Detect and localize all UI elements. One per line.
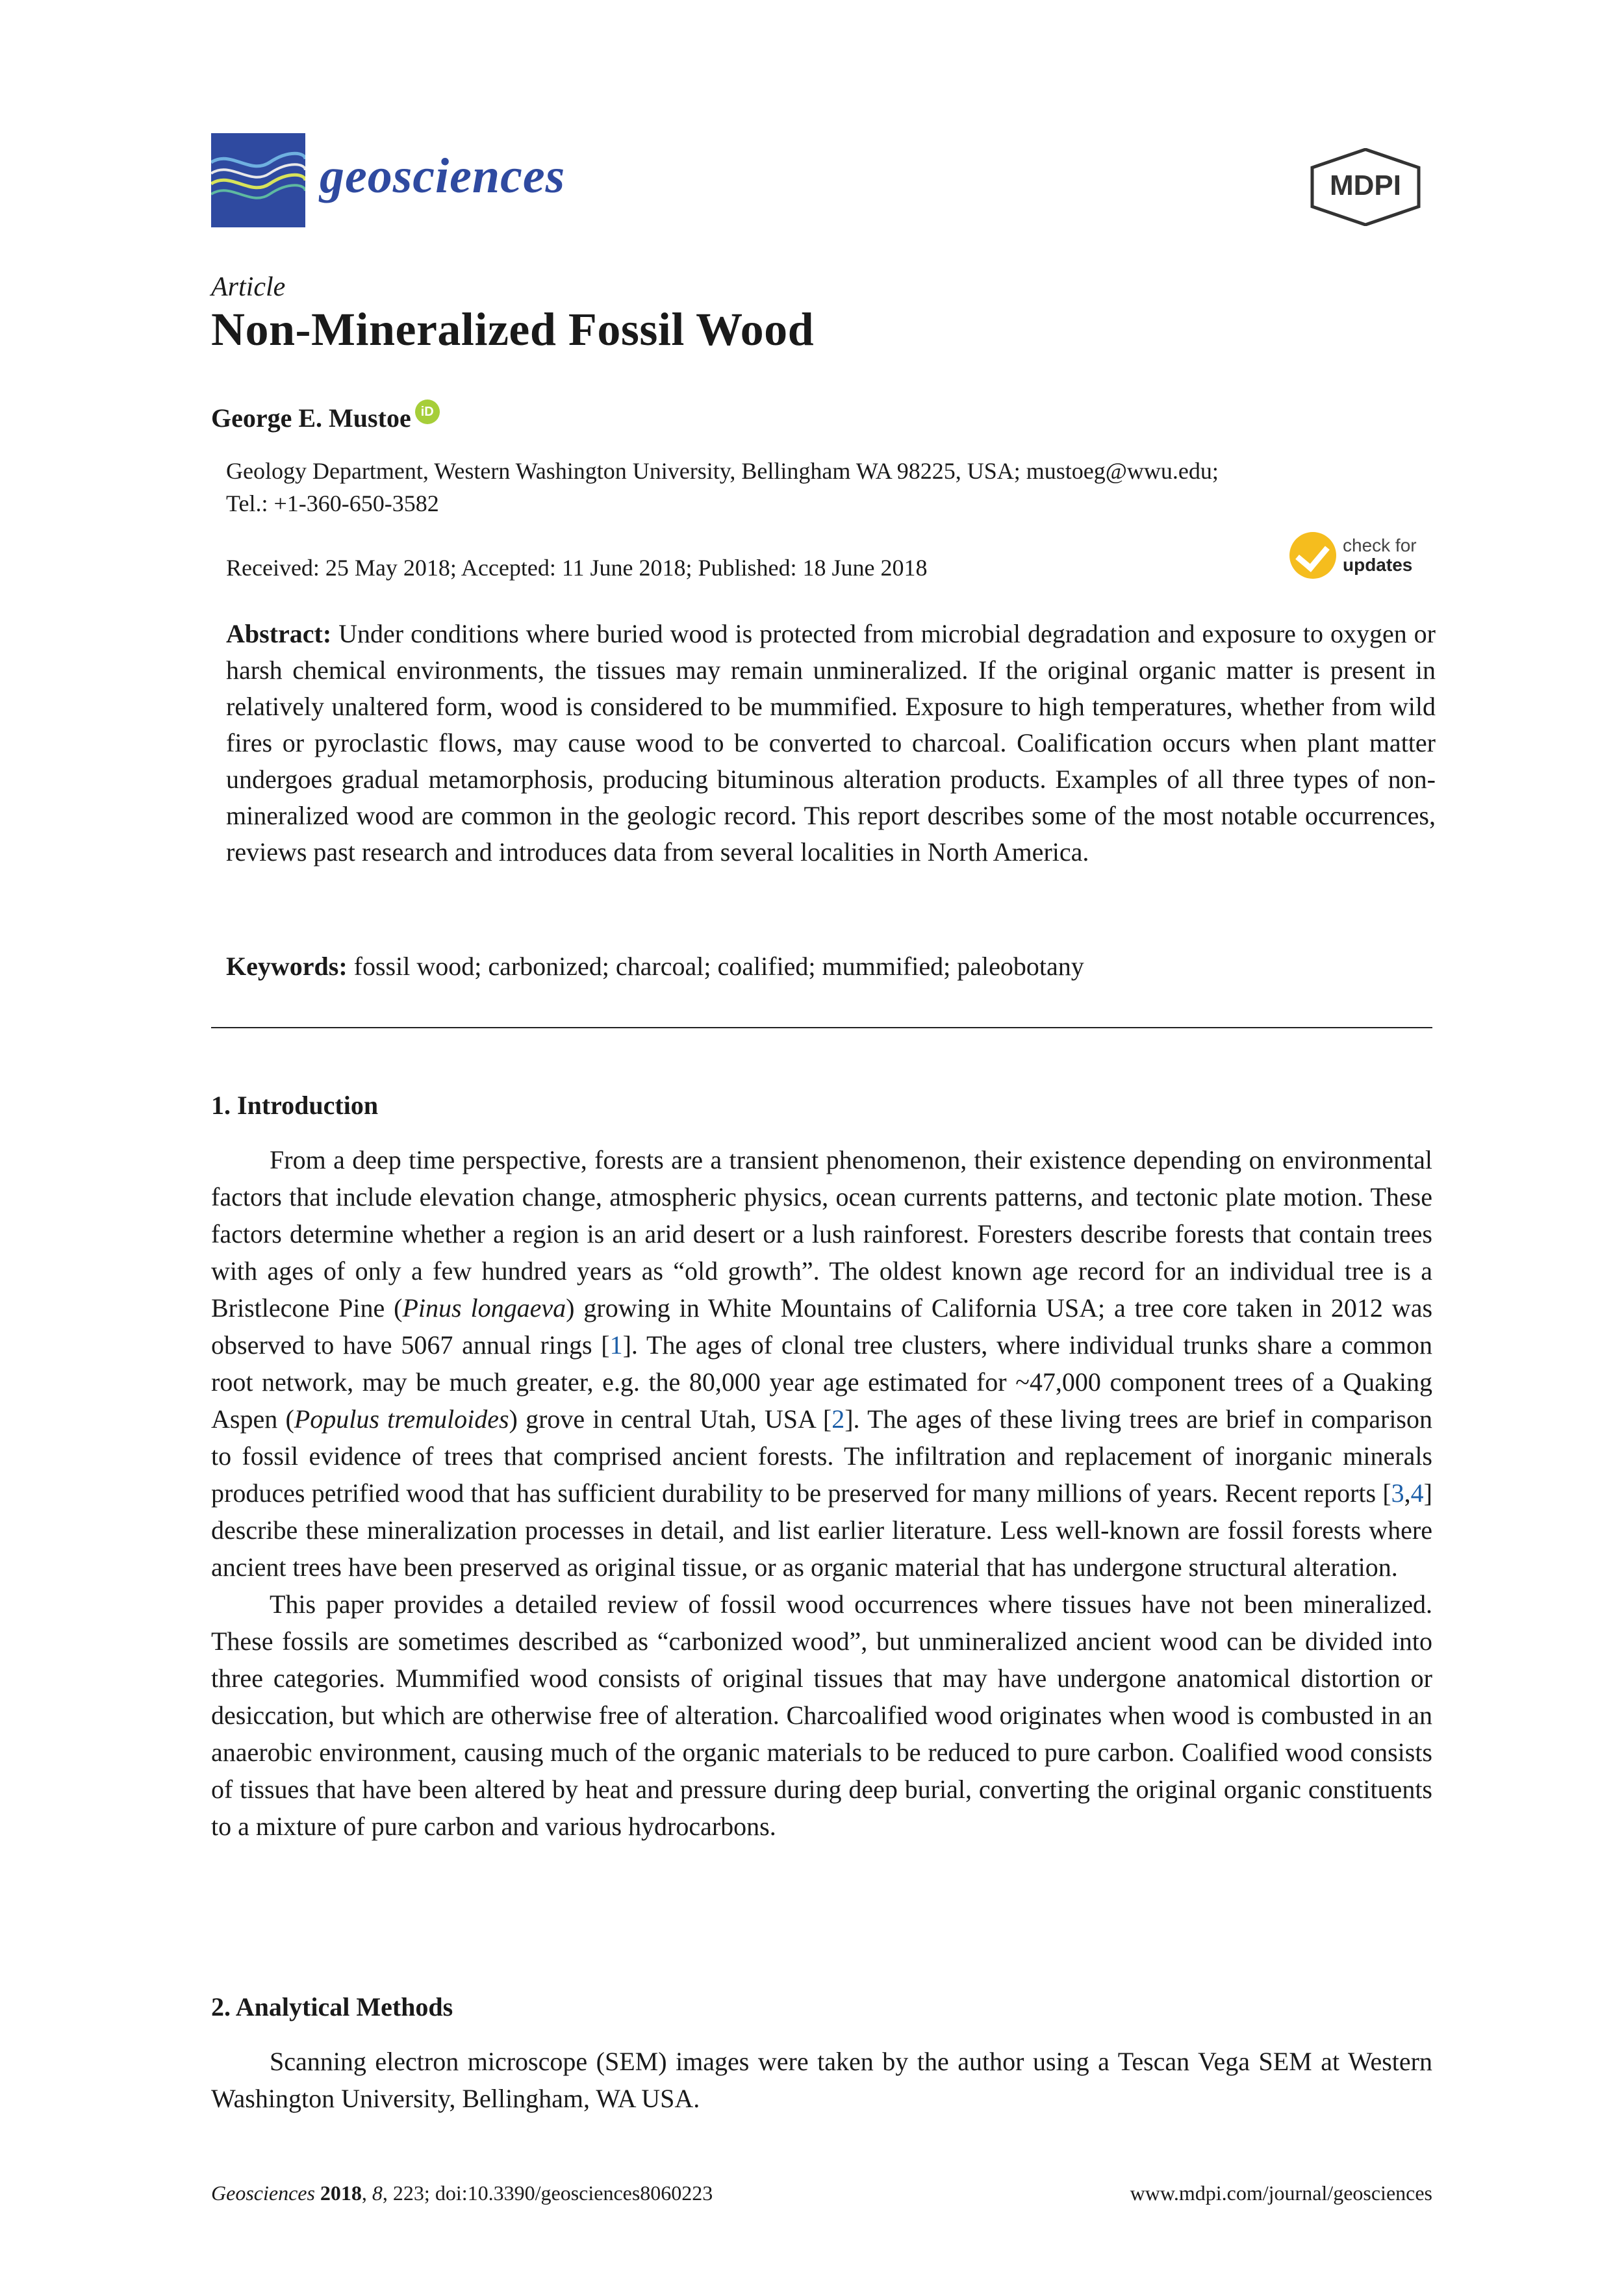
abstract-text: Under conditions where buried wood is protected from microbial degradation and exposure to oxygen or harsh chemical environments, the tissues may remain unmineralized. If the original organic matter is present in relatively unaltered form, wood is considered to be mummified. Exposure to high temperatures, whether from wild fires or pyroclastic flows, may cause wood to be converted to charcoal. Coalification occurs when plant matter undergoes gradual metamorphosis, producing bituminous alteration products. Examples of all three types of non-mineralized wood are common in the geologic record. This report describes some of the most notable occurrences, reviews past research and introduces data from several localities in North America. xyxy=(226,619,1436,867)
text-run: ]. The ages of clonal tree clusters, where individual trunks share a common root network, may be much greater, e.g. the 80,000 year age estimated for ~47,000 component trees of a Quaking Aspen ( xyxy=(211,1330,1432,1434)
footer-journal: Geosciences xyxy=(211,2181,315,2205)
orcid-icon[interactable]: iD xyxy=(415,399,440,424)
abstract-label: Abstract: xyxy=(226,619,332,648)
keywords-text: fossil wood; carbonized; charcoal; coalified; mummified; paleobotany xyxy=(353,952,1084,981)
citation-separator: , xyxy=(1404,1478,1411,1508)
species-name: Pinus longaeva xyxy=(402,1293,566,1323)
affiliation xyxy=(226,455,1434,520)
checkmark-icon xyxy=(1289,532,1336,579)
author-name: George E. Mustoe xyxy=(211,403,411,433)
check-updates-line1: check for xyxy=(1343,535,1417,555)
species-name: Populus tremuloides xyxy=(294,1404,509,1434)
footer-doi: , 223; doi:10.3390/geosciences8060223 xyxy=(382,2181,713,2205)
divider xyxy=(211,1027,1432,1028)
affiliation-phone: Tel.: +1-360-650-3582 xyxy=(226,490,439,516)
text-run: ]. The ages of these living trees are brief in comparison to fossil evidence of trees that comprised ancient forests. The infiltration and replacement of inorganic minerals produces petrified wood that has sufficient durability to be preserved for many millions of years. Recent reports [ xyxy=(211,1404,1433,1508)
author-line xyxy=(211,403,440,433)
check-updates-text xyxy=(1343,536,1417,575)
mdpi-logo-text: MDPI xyxy=(1330,170,1401,201)
mdpi-logo xyxy=(1307,148,1424,226)
introduction-paragraph-2: This paper provides a detailed review of fossil wood occurrences where tissues have not been mineralized. These fossils are sometimes described as “carbonized wood”, but unmineralized ancient wood can be divided into three categories. Mummified wood consists of original tissues that may have undergone anatomical distortion or desiccation, but which are otherwise free of alteration. Charcoalified wood originates when wood is combusted in an anaerobic environment, causing much of the organic materials to be reduced to pure carbon. Coalified wood consists of tissues that have been altered by heat and pressure during deep burial, converting the original organic constituents to a mixture of pure carbon and various hydrocarbons. xyxy=(211,1590,1432,1841)
methods-paragraph-1: Scanning electron microscope (SEM) images were taken by the author using a Tescan Vega SEM at Western Washington University, Bellingham, WA USA. xyxy=(211,2047,1432,2113)
section-heading-introduction: 1. Introduction xyxy=(211,1091,379,1120)
footer-citation: Geosciences 2018, 8, 223; doi:10.3390/geosciences8060223 xyxy=(211,2181,713,2205)
abstract xyxy=(226,616,1436,870)
citation-link[interactable]: 4 xyxy=(1410,1478,1424,1508)
text-run: ] describe these mineralization processes in detail, and list earlier literature. Less well-known are fossil forests where ancient trees have been preserved as original tissue, or as organic material that has undergone structural alteration. xyxy=(211,1478,1432,1582)
citation-link[interactable]: 3 xyxy=(1391,1478,1404,1508)
text-run: ) grove in central Utah, USA [ xyxy=(509,1404,832,1434)
affiliation-line: Geology Department, Western Washington University, Bellingham WA 98225, USA; mustoeg@wwu.edu; xyxy=(226,458,1219,484)
check-for-updates-badge[interactable] xyxy=(1289,529,1432,581)
keywords xyxy=(226,948,1436,985)
page-title: Non-Mineralized Fossil Wood xyxy=(211,303,815,355)
footer-volume: 8 xyxy=(372,2181,383,2205)
citation-link[interactable]: 2 xyxy=(831,1404,845,1434)
journal-logo-icon xyxy=(211,133,305,227)
section-heading-methods: 2. Analytical Methods xyxy=(211,1992,453,2021)
footer-url[interactable]: www.mdpi.com/journal/geosciences xyxy=(1130,2181,1432,2205)
methods-body xyxy=(211,2043,1432,2117)
footer-year: 2018 xyxy=(320,2181,362,2205)
text-run: ) growing in White Mountains of California USA; a tree core taken in 2012 was observed to have 5067 annual rings [ xyxy=(211,1293,1433,1360)
keywords-label: Keywords: xyxy=(226,952,348,981)
introduction-body xyxy=(211,1141,1432,1845)
citation-link[interactable]: 1 xyxy=(609,1330,623,1360)
introduction-paragraph-1 xyxy=(211,1141,1432,1586)
journal-name: geosciences xyxy=(320,149,566,203)
check-updates-line2: updates xyxy=(1343,555,1413,575)
article-type: Article xyxy=(211,272,286,302)
text-run: From a deep time perspective, forests are a transient phenomenon, their existence depending on environmental factors that include elevation change, atmospheric physics, ocean currents patterns, and tectonic plate motion. These factors determine whether a region is an arid desert or a lush rainforest. Foresters describe forests that contain trees with ages of only a few hundred years as “old growth”. The oldest known age record for an individual tree is a Bristlecone Pine ( xyxy=(211,1145,1432,1323)
publication-dates: Received: 25 May 2018; Accepted: 11 June 2018; Published: 18 June 2018 xyxy=(226,555,928,581)
